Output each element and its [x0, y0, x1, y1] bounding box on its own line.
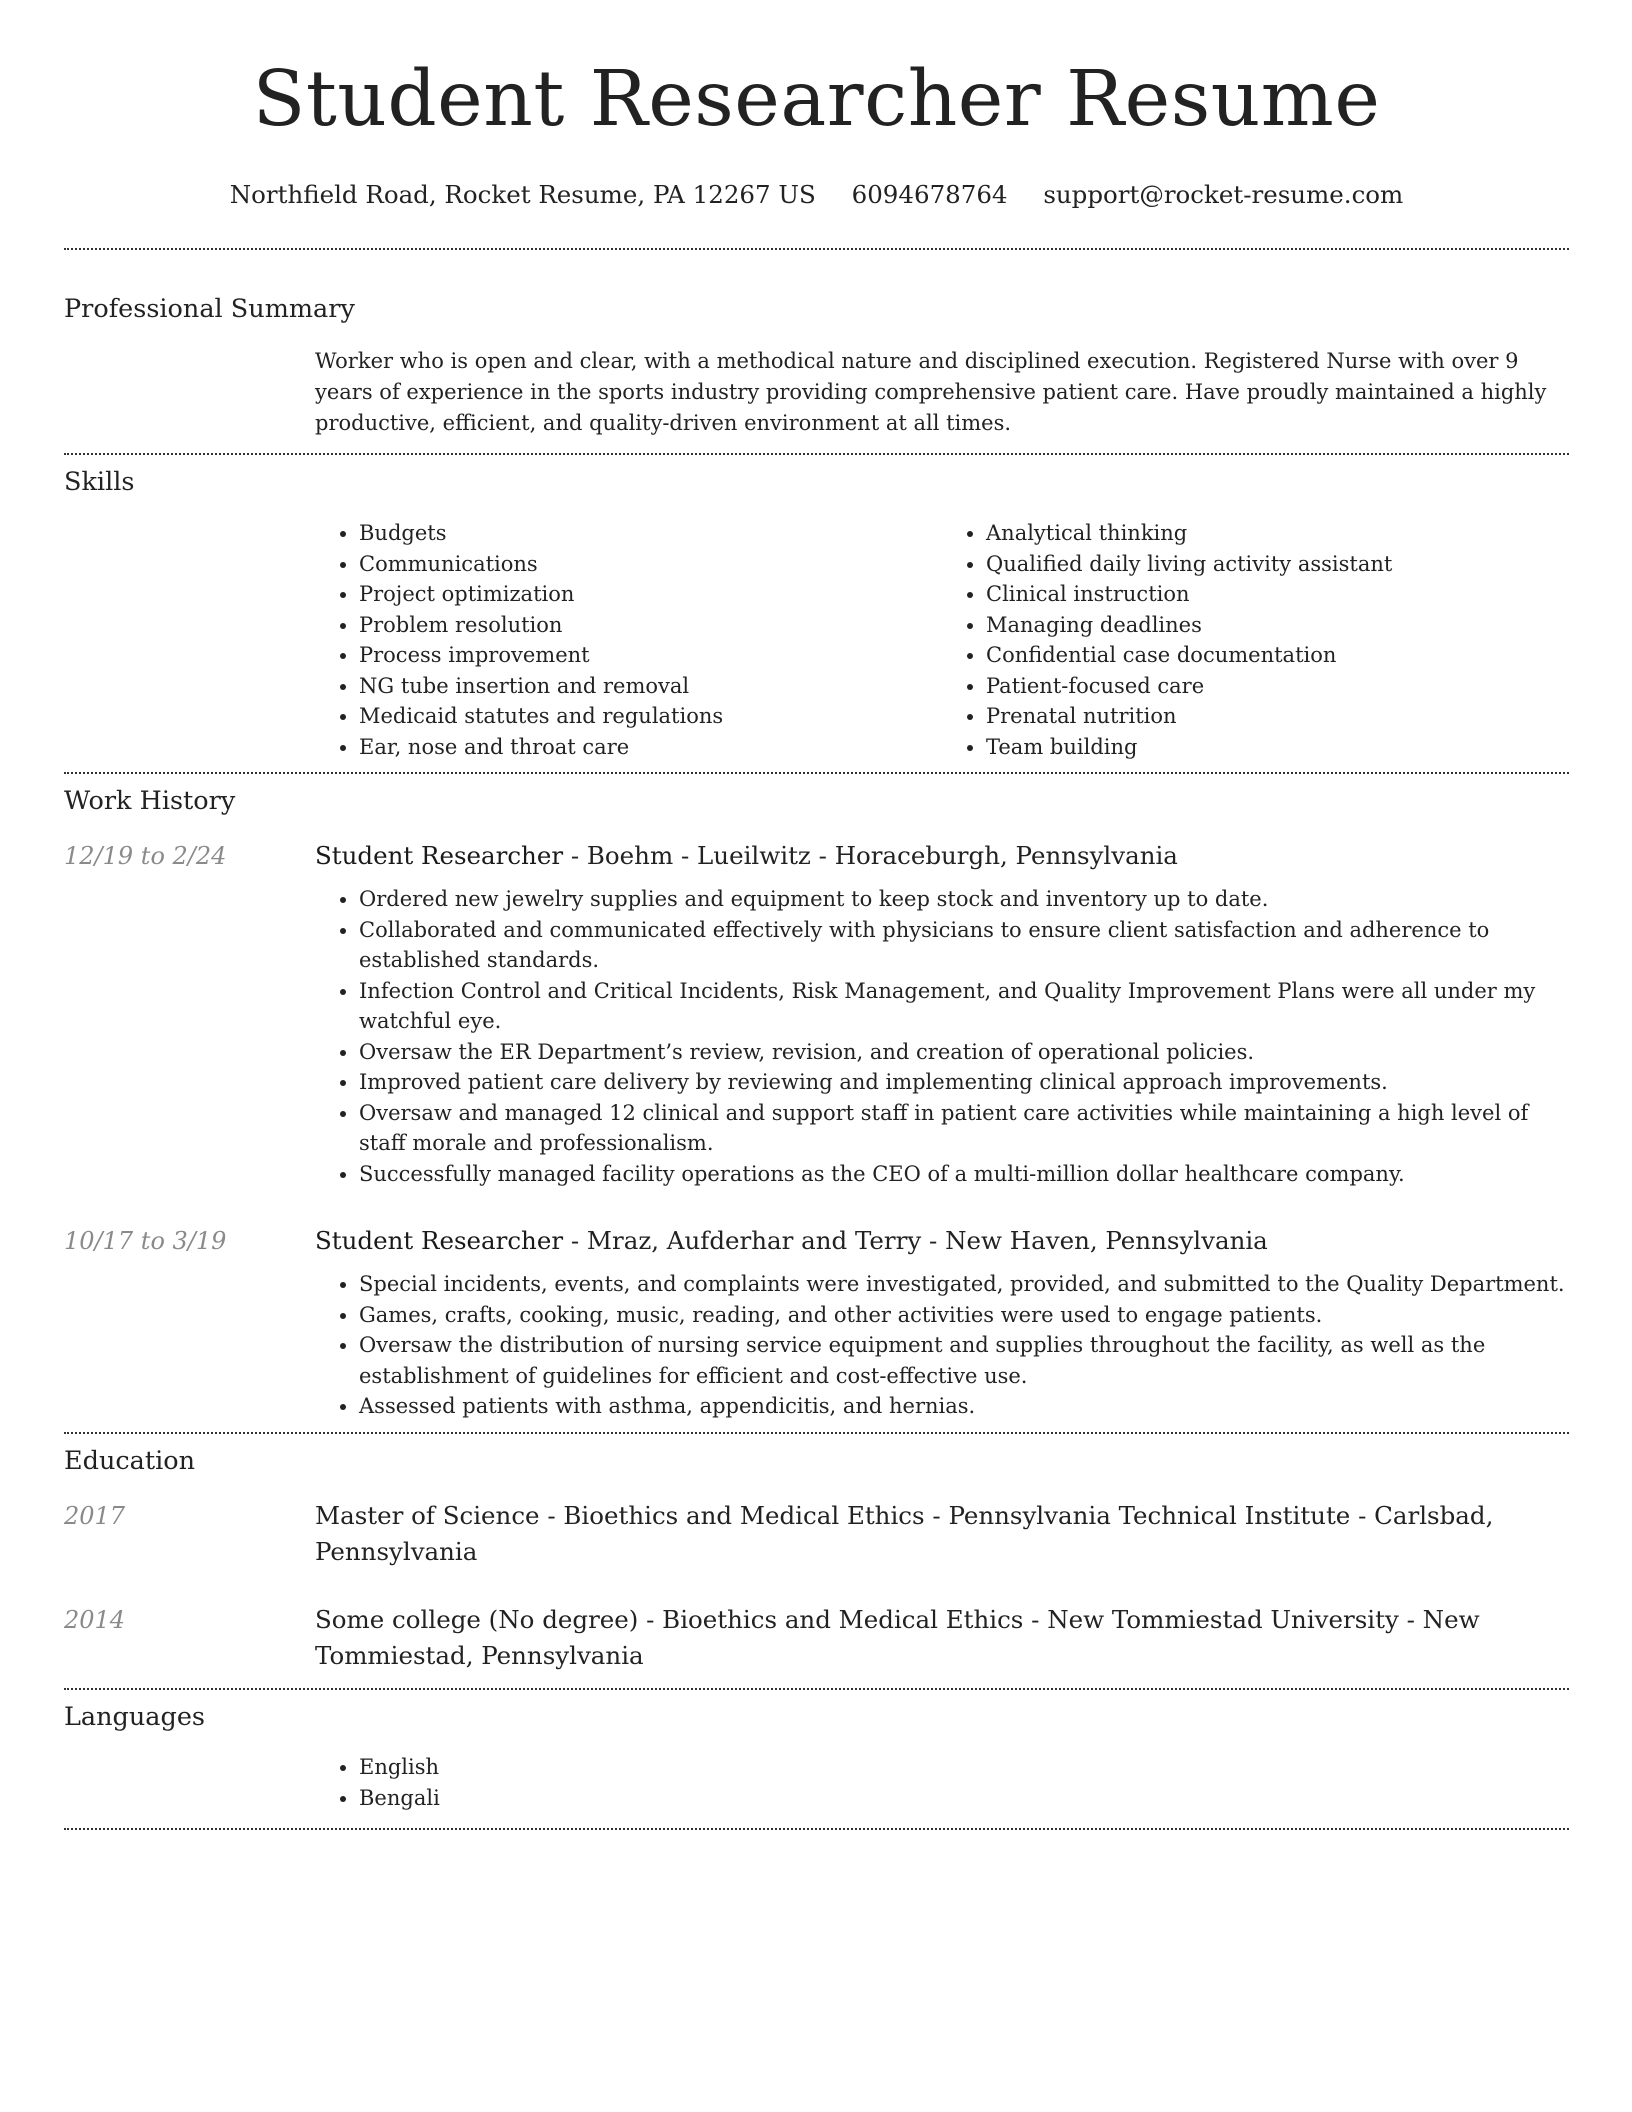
- skill-item: • Analytical thinking: [986, 518, 1569, 549]
- skill-item: • Ear, nose and throat care: [359, 732, 942, 763]
- contact-line: [64, 178, 1569, 212]
- education-entry: [64, 1602, 1569, 1674]
- education-school: New Tommiestad University - New Tommiestad, Pennsylvania: [315, 1604, 1480, 1670]
- job-location: Horaceburgh, Pennsylvania: [834, 841, 1178, 870]
- job-entry: [64, 838, 1569, 1189]
- skill-item: • Problem resolution: [359, 610, 942, 641]
- skill-item: • Managing deadlines: [986, 610, 1569, 641]
- skills-heading: Skills: [64, 467, 135, 497]
- skill-item: • Project optimization: [359, 579, 942, 610]
- job-bullet: • Collaborated and communicated effectively with physicians to ensure client satisfaction and adherence to established standards.: [359, 915, 1569, 976]
- job-bullet: • Oversaw the distribution of nursing service equipment and supplies throughout the facility, as well as the establishment of guidelines for efficient and cost-effective use.: [359, 1330, 1569, 1391]
- job-bullet: • Successfully managed facility operations as the CEO of a multi-million dollar healthcare company.: [359, 1159, 1569, 1190]
- contact-phone: 6094678764: [851, 180, 1008, 209]
- skill-item: • Patient-focused care: [986, 671, 1569, 702]
- job-dates: 10/17 to 3/19: [64, 1227, 227, 1255]
- education-title: Some college (No degree) - Bioethics and Medical Ethics - New Tommiestad University - New Tommiestad, Pennsylvania: [315, 1604, 1480, 1670]
- job-bullet: • Infection Control and Critical Incidents, Risk Management, and Quality Improvement Plans were all under my watchful eye.: [359, 976, 1569, 1037]
- job-bullet: • Oversaw the ER Department’s review, revision, and creation of operational policies.: [359, 1037, 1569, 1068]
- job-bullet: • Assessed patients with asthma, appendicitis, and hernias.: [359, 1391, 1569, 1422]
- resume-page: [64, 0, 1569, 1830]
- skill-item: • Process improvement: [359, 640, 942, 671]
- languages-section: [64, 1690, 1569, 1828]
- job-dates: 12/19 to 2/24: [64, 842, 227, 870]
- work-heading: Work History: [64, 786, 236, 816]
- languages-heading: Languages: [64, 1701, 206, 1732]
- job-company: Boehm - Lueilwitz: [586, 841, 811, 870]
- summary-text: Worker who is open and clear, with a methodical nature and disciplined execution. Registered Nurse with over 9 years of experience in the sports industry providing comprehensive patient care. Have proudly maintained a highly productive, efficient, and quality-driven environment at all times.: [315, 349, 1547, 435]
- skill-item: • Confidential case documentation: [986, 640, 1569, 671]
- skill-item: • Medicaid statutes and regulations: [359, 701, 942, 732]
- language-item: • Bengali: [359, 1783, 1569, 1814]
- education-section: [64, 1434, 1569, 1688]
- education-year: 2017: [64, 1501, 126, 1530]
- education-degree: Master of Science - Bioethics and Medical Ethics: [315, 1500, 925, 1530]
- job-bullets: [315, 884, 1569, 1189]
- skills-list-left: [315, 518, 942, 762]
- languages-list: [315, 1752, 1569, 1814]
- skill-item: • Qualified daily living activity assistant: [986, 549, 1569, 580]
- job-bullets: [315, 1269, 1569, 1422]
- job-location: New Haven, Pennsylvania: [945, 1226, 1268, 1255]
- education-degree: Some college (No degree) - Bioethics and Medical Ethics: [315, 1604, 1024, 1634]
- divider: [64, 1828, 1569, 1830]
- resume-title: Student Researcher Resume: [252, 55, 1381, 144]
- skill-item: • Prenatal nutrition: [986, 701, 1569, 732]
- education-title: Master of Science - Bioethics and Medical Ethics - Pennsylvania Technical Institute - Carlsbad, Pennsylvania: [315, 1500, 1494, 1566]
- skill-item: • Communications: [359, 549, 942, 580]
- job-bullet: • Improved patient care delivery by reviewing and implementing clinical approach improvements.: [359, 1067, 1569, 1098]
- skill-item: • Budgets: [359, 518, 942, 549]
- work-section: [64, 774, 1569, 1432]
- education-heading: Education: [64, 1445, 196, 1476]
- language-item: • English: [359, 1752, 1569, 1783]
- skill-item: • Clinical instruction: [986, 579, 1569, 610]
- job-bullet: • Special incidents, events, and complaints were investigated, provided, and submitted to the Quality Department.: [359, 1269, 1569, 1300]
- job-entry: [64, 1223, 1569, 1422]
- summary-section: [64, 250, 1569, 453]
- job-role: Student Researcher: [315, 1226, 564, 1255]
- skill-item: • NG tube insertion and removal: [359, 671, 942, 702]
- job-role: Student Researcher: [315, 841, 564, 870]
- skills-section: [64, 455, 1569, 772]
- education-school: Pennsylvania Technical Institute - Carlsbad, Pennsylvania: [315, 1500, 1494, 1566]
- skills-list-right: [942, 518, 1569, 762]
- skill-item: • Team building: [986, 732, 1569, 763]
- job-bullet: • Oversaw and managed 12 clinical and support staff in patient care activities while maintaining a high level of staff morale and professionalism.: [359, 1098, 1569, 1159]
- job-bullet: • Games, crafts, cooking, music, reading, and other activities were used to engage patients.: [359, 1300, 1569, 1331]
- contact-address: Northfield Road, Rocket Resume, PA 12267 US: [229, 180, 816, 209]
- job-title: Student Researcher - Boehm - Lueilwitz - Horaceburgh, Pennsylvania: [315, 841, 1178, 870]
- job-title: Student Researcher - Mraz, Aufderhar and Terry - New Haven, Pennsylvania: [315, 1226, 1268, 1255]
- education-entry: [64, 1498, 1569, 1570]
- education-year: 2014: [64, 1605, 126, 1634]
- job-company: Mraz, Aufderhar and Terry: [586, 1226, 922, 1255]
- job-bullet: • Ordered new jewelry supplies and equipment to keep stock and inventory up to date.: [359, 884, 1569, 915]
- contact-email[interactable]: support@rocket-resume.com: [1043, 180, 1404, 209]
- summary-heading: Professional Summary: [64, 294, 355, 324]
